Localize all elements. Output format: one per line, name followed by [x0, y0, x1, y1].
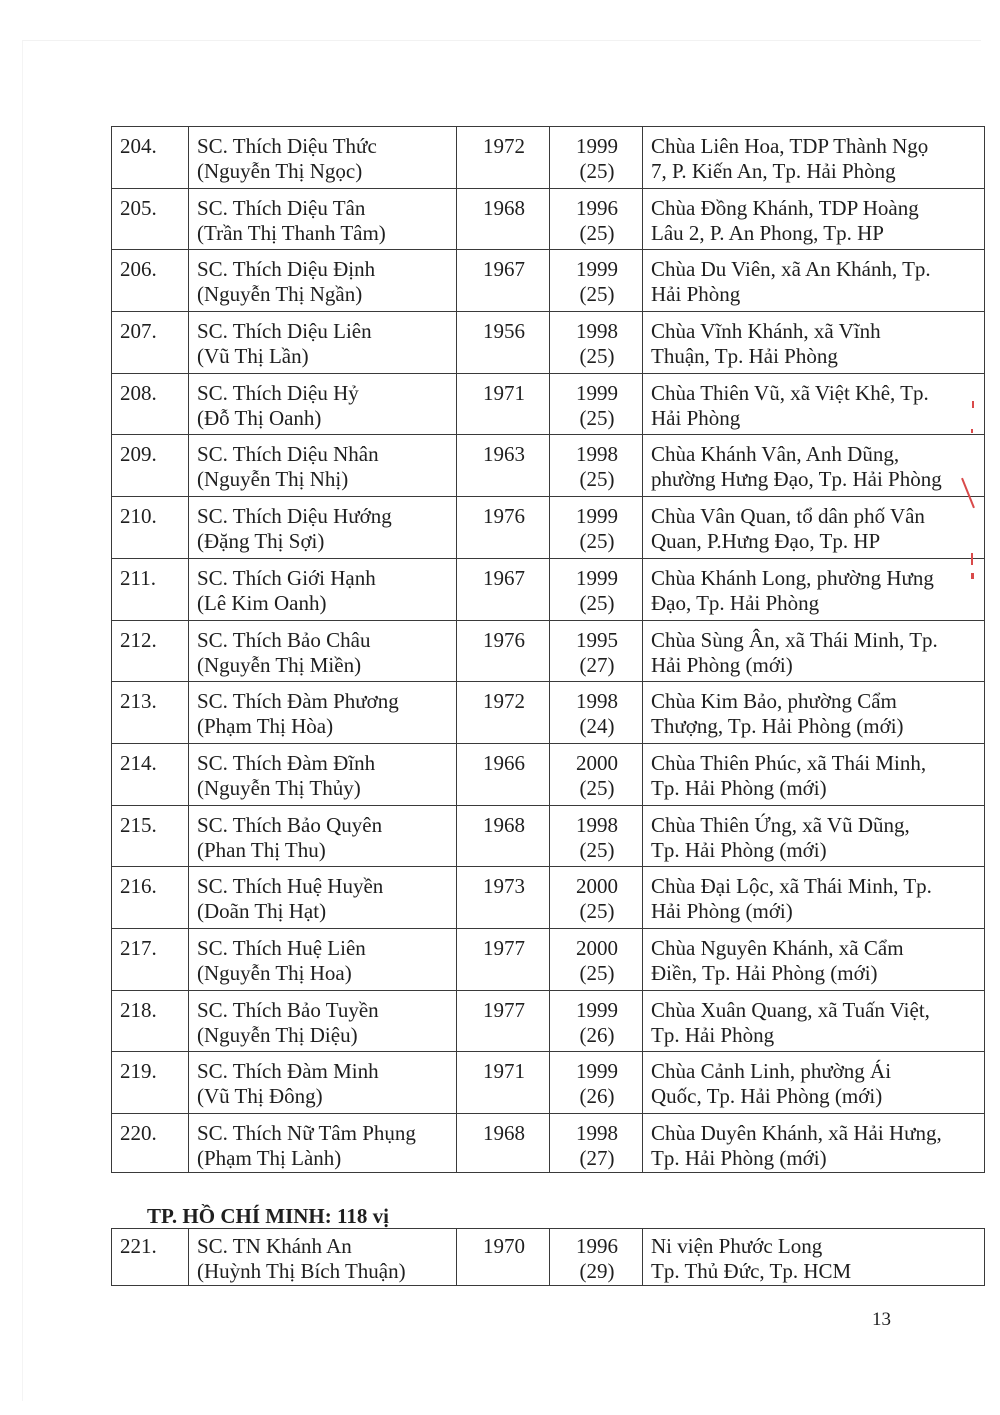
temple-cell [643, 743, 985, 805]
lay-name: (Phạm Thị Hòa) [197, 714, 334, 739]
temple-line-2: phường Hưng Đạo, Tp. Hải Phòng [651, 467, 942, 492]
temple-line-2: Hải Phòng [651, 282, 741, 307]
ordination-year: 1999 [576, 997, 618, 1022]
ordination-cell [550, 805, 643, 867]
row-number: 204. [112, 127, 189, 189]
birth-year: 1963 [457, 435, 550, 497]
years-count: (26) [579, 1022, 615, 1047]
ordination-cell [550, 1052, 643, 1114]
temple-line-1: Chùa Du Viên, xã An Khánh, Tp. [651, 257, 931, 282]
nun-name-cell [189, 127, 457, 189]
years-count: (25) [579, 775, 615, 800]
temple-line-2: Tp. Hải Phòng [651, 1022, 775, 1047]
birth-year: 1967 [457, 558, 550, 620]
ordination-cell [550, 1114, 643, 1173]
roster-table-body [112, 127, 985, 1173]
ordination-cell [550, 743, 643, 805]
ordination-cell [550, 558, 643, 620]
ordination-cell [550, 1229, 643, 1286]
ordination-cell [550, 990, 643, 1052]
years-count: (25) [579, 282, 615, 307]
dharma-name: SC. Thích Diệu Thức [197, 134, 377, 158]
temple-line-1: Chùa Khánh Long, phường Hưng [651, 565, 934, 590]
ordination-cell [550, 682, 643, 744]
birth-year: 1976 [457, 497, 550, 559]
birth-year: 1972 [457, 127, 550, 189]
ordination-year: 1999 [576, 565, 618, 590]
temple-cell [643, 497, 985, 559]
birth-year: 1971 [457, 373, 550, 435]
lay-name: (Vũ Thị Đông) [197, 1084, 323, 1109]
dharma-name: SC. Thích Diệu Nhân [197, 442, 379, 467]
ordination-year: 1998 [576, 1121, 618, 1145]
table-row [112, 435, 985, 497]
table-row [112, 805, 985, 867]
dharma-name: SC. Thích Diệu Liên [197, 319, 372, 344]
page-number: 13 [872, 1309, 891, 1330]
birth-year: 1971 [457, 1052, 550, 1114]
nun-name-cell [189, 1052, 457, 1114]
temple-line-1: Chùa Vân Quan, tổ dân phố Vân [651, 504, 925, 529]
temple-cell [643, 928, 985, 990]
table-row [112, 1114, 985, 1173]
years-count: (25) [579, 159, 615, 183]
lay-name: (Phạm Thị Lành) [197, 1146, 342, 1170]
years-count: (25) [579, 529, 615, 554]
temple-line-2: Quốc, Tp. Hải Phòng (mới) [651, 1084, 883, 1109]
temple-cell [643, 250, 985, 312]
row-number: 216. [112, 867, 189, 929]
temple-line-2: Tp. Hải Phòng (mới) [651, 837, 827, 862]
row-number: 214. [112, 743, 189, 805]
temple-line-2: Điền, Tp. Hải Phòng (mới) [651, 960, 878, 985]
birth-year: 1973 [457, 867, 550, 929]
nun-name-cell [189, 373, 457, 435]
birth-year: 1976 [457, 620, 550, 682]
lay-name: (Nguyễn Thị Diệu) [197, 1022, 358, 1047]
temple-cell [643, 805, 985, 867]
margin-mark [961, 478, 975, 508]
row-number: 210. [112, 497, 189, 559]
lay-name: (Doãn Thị Hạt) [197, 899, 327, 924]
lay-name: (Vũ Thị Lần) [197, 344, 309, 369]
temple-line-2: Đạo, Tp. Hải Phòng [651, 590, 820, 615]
lay-name: (Lê Kim Oanh) [197, 590, 327, 615]
years-count: (29) [579, 1259, 615, 1283]
ordination-year: 1998 [576, 812, 618, 837]
dharma-name: SC. Thích Diệu Hỷ [197, 380, 359, 405]
nun-name-cell [189, 1229, 457, 1286]
margin-mark [972, 401, 974, 408]
nun-name-cell [189, 250, 457, 312]
ordination-cell [550, 867, 643, 929]
temple-line-2: Tp. Thủ Đức, Tp. HCM [651, 1259, 852, 1283]
dharma-name: SC. TN Khánh An [197, 1234, 352, 1258]
temple-line-1: Chùa Thiên Vũ, xã Việt Khê, Tp. [651, 380, 929, 405]
temple-line-2: 7, P. Kiến An, Tp. Hải Phòng [651, 159, 896, 183]
ordination-cell [550, 373, 643, 435]
nun-name-cell [189, 928, 457, 990]
nun-name-cell [189, 435, 457, 497]
dharma-name: SC. Thích Đàm Phương [197, 689, 399, 714]
temple-cell [643, 558, 985, 620]
ordination-cell [550, 127, 643, 189]
lay-name: (Nguyễn Thị Thủy) [197, 775, 361, 800]
ordination-year: 1998 [576, 442, 618, 467]
ordination-year: 1999 [576, 1059, 618, 1084]
temple-line-2: Thuận, Tp. Hải Phòng [651, 344, 838, 369]
table-row [112, 867, 985, 929]
margin-mark [971, 553, 973, 565]
ordination-year: 2000 [576, 750, 618, 775]
ordination-year: 1999 [576, 134, 618, 158]
row-number: 220. [112, 1114, 189, 1173]
temple-cell [643, 1229, 985, 1286]
birth-year: 1977 [457, 928, 550, 990]
years-count: (25) [579, 899, 615, 924]
row-number: 219. [112, 1052, 189, 1114]
table-row [112, 620, 985, 682]
temple-line-1: Ni viện Phước Long [651, 1234, 823, 1258]
margin-mark [971, 429, 973, 433]
years-count: (25) [579, 590, 615, 615]
row-number: 215. [112, 805, 189, 867]
years-count: (27) [579, 1146, 615, 1170]
temple-line-1: Chùa Thiên Ứng, xã Vũ Dũng, [651, 812, 910, 837]
ordination-year: 2000 [576, 935, 618, 960]
temple-line-1: Chùa Thiên Phúc, xã Thái Minh, [651, 750, 927, 775]
nun-name-cell [189, 1114, 457, 1173]
birth-year: 1977 [457, 990, 550, 1052]
temple-cell [643, 1114, 985, 1173]
ordination-year: 1995 [576, 627, 618, 652]
years-count: (24) [579, 714, 615, 739]
nun-name-cell [189, 990, 457, 1052]
ordination-cell [550, 620, 643, 682]
temple-line-1: Chùa Vĩnh Khánh, xã Vĩnh [651, 319, 881, 344]
temple-cell [643, 1052, 985, 1114]
ordination-cell [550, 312, 643, 374]
temple-cell [643, 867, 985, 929]
table-row [112, 1052, 985, 1114]
ordination-cell [550, 928, 643, 990]
table-row [112, 250, 985, 312]
years-count: (25) [579, 405, 615, 430]
birth-year: 1956 [457, 312, 550, 374]
ordination-year: 2000 [576, 874, 618, 899]
dharma-name: SC. Thích Bảo Quyên [197, 812, 383, 837]
row-number: 211. [112, 558, 189, 620]
dharma-name: SC. Thích Nữ Tâm Phụng [197, 1121, 416, 1145]
nun-name-cell [189, 497, 457, 559]
years-count: (25) [579, 220, 615, 245]
dharma-name: SC. Thích Huệ Liên [197, 935, 366, 960]
temple-cell [643, 312, 985, 374]
temple-line-1: Chùa Đại Lộc, xã Thái Minh, Tp. [651, 874, 932, 899]
nun-name-cell [189, 682, 457, 744]
ordination-year: 1999 [576, 380, 618, 405]
lay-name: (Nguyễn Thị Hoa) [197, 960, 352, 985]
birth-year: 1970 [457, 1229, 550, 1286]
temple-line-1: Chùa Cảnh Linh, phường Ái [651, 1059, 892, 1084]
nun-name-cell [189, 743, 457, 805]
ordination-year: 1996 [576, 1234, 618, 1258]
years-count: (25) [579, 344, 615, 369]
dharma-name: SC. Thích Diệu Hướng [197, 504, 392, 529]
temple-line-1: Chùa Kim Bảo, phường Cẩm [651, 689, 897, 714]
dharma-name: SC. Thích Bảo Tuyền [197, 997, 379, 1022]
row-number: 213. [112, 682, 189, 744]
row-number: 221. [112, 1229, 189, 1286]
row-number: 207. [112, 312, 189, 374]
row-number: 208. [112, 373, 189, 435]
table-row [112, 558, 985, 620]
temple-line-1: Chùa Nguyên Khánh, xã Cẩm [651, 935, 904, 960]
dharma-name: SC. Thích Đàm Minh [197, 1059, 379, 1084]
temple-line-2: Tp. Hải Phòng (mới) [651, 775, 827, 800]
temple-line-2: Hải Phòng [651, 405, 741, 430]
ordination-year: 1998 [576, 689, 618, 714]
temple-cell [643, 188, 985, 250]
table-row [112, 682, 985, 744]
lay-name: (Đỗ Thị Oanh) [197, 405, 322, 430]
dharma-name: SC. Thích Huệ Huyền [197, 874, 384, 899]
ordination-year: 1998 [576, 319, 618, 344]
table-row [112, 497, 985, 559]
row-number: 209. [112, 435, 189, 497]
table-row [112, 1229, 985, 1286]
row-number: 218. [112, 990, 189, 1052]
temple-cell [643, 373, 985, 435]
lay-name: (Phan Thị Thu) [197, 837, 326, 862]
birth-year: 1967 [457, 250, 550, 312]
ordination-cell [550, 188, 643, 250]
birth-year: 1968 [457, 805, 550, 867]
nun-name-cell [189, 805, 457, 867]
row-number: 205. [112, 188, 189, 250]
temple-line-2: Thượng, Tp. Hải Phòng (mới) [651, 714, 904, 739]
years-count: (26) [579, 1084, 615, 1109]
temple-line-1: Chùa Khánh Vân, Anh Dũng, [651, 442, 900, 467]
temple-line-2: Quan, P.Hưng Đạo, Tp. HP [651, 529, 881, 554]
temple-line-1: Chùa Liên Hoa, TDP Thành Ngọ [651, 134, 929, 158]
dharma-name: SC. Thích Diệu Tân [197, 195, 366, 220]
temple-cell [643, 127, 985, 189]
years-count: (25) [579, 467, 615, 492]
table-row [112, 312, 985, 374]
birth-year: 1968 [457, 188, 550, 250]
temple-line-2: Tp. Hải Phòng (mới) [651, 1146, 827, 1170]
ordination-year: 1999 [576, 257, 618, 282]
table-row [112, 928, 985, 990]
dharma-name: SC. Thích Đàm Đĩnh [197, 750, 376, 775]
temple-cell [643, 990, 985, 1052]
margin-marks [958, 395, 988, 595]
ordination-cell [550, 250, 643, 312]
lay-name: (Đặng Thị Sợi) [197, 529, 325, 554]
years-count: (25) [579, 960, 615, 985]
birth-year: 1968 [457, 1114, 550, 1173]
birth-year: 1972 [457, 682, 550, 744]
temple-line-1: Chùa Duyên Khánh, xã Hải Hưng, [651, 1121, 942, 1145]
lay-name: (Nguyễn Thị Ngần) [197, 282, 363, 307]
temple-cell [643, 620, 985, 682]
table-row [112, 743, 985, 805]
nun-name-cell [189, 312, 457, 374]
ordination-cell [550, 435, 643, 497]
temple-line-2: Hải Phòng (mới) [651, 899, 793, 924]
years-count: (25) [579, 837, 615, 862]
margin-mark [971, 573, 974, 579]
lay-name: (Trần Thị Thanh Tâm) [197, 220, 386, 245]
lay-name: (Huỳnh Thị Bích Thuận) [197, 1259, 406, 1283]
hcm-roster-table [111, 1228, 985, 1286]
temple-cell [643, 435, 985, 497]
temple-line-2: Hải Phòng (mới) [651, 652, 793, 677]
nun-name-cell [189, 620, 457, 682]
table-row [112, 990, 985, 1052]
table-row [112, 188, 985, 250]
section-heading: TP. HỒ CHÍ MINH: 118 vị [147, 1204, 389, 1228]
nun-name-cell [189, 867, 457, 929]
dharma-name: SC. Thích Giới Hạnh [197, 565, 376, 590]
temple-cell [643, 682, 985, 744]
row-number: 206. [112, 250, 189, 312]
row-number: 212. [112, 620, 189, 682]
ordination-year: 1996 [576, 195, 618, 220]
ordination-cell [550, 497, 643, 559]
row-number: 217. [112, 928, 189, 990]
dharma-name: SC. Thích Diệu Định [197, 257, 376, 282]
table-row [112, 373, 985, 435]
roster-table [111, 126, 985, 1173]
temple-line-1: Chùa Xuân Quang, xã Tuấn Việt, [651, 997, 930, 1022]
lay-name: (Nguyễn Thị Miền) [197, 652, 362, 677]
dharma-name: SC. Thích Bảo Châu [197, 627, 371, 652]
ordination-year: 1999 [576, 504, 618, 529]
nun-name-cell [189, 558, 457, 620]
table-row [112, 127, 985, 189]
temple-line-1: Chùa Đồng Khánh, TDP Hoàng [651, 195, 919, 220]
lay-name: (Nguyễn Thị Nhị) [197, 467, 349, 492]
birth-year: 1966 [457, 743, 550, 805]
temple-line-2: Lâu 2, P. An Phong, Tp. HP [651, 220, 884, 245]
temple-line-1: Chùa Sùng Ân, xã Thái Minh, Tp. [651, 627, 938, 652]
nun-name-cell [189, 188, 457, 250]
years-count: (27) [579, 652, 615, 677]
lay-name: (Nguyễn Thị Ngọc) [197, 159, 363, 183]
